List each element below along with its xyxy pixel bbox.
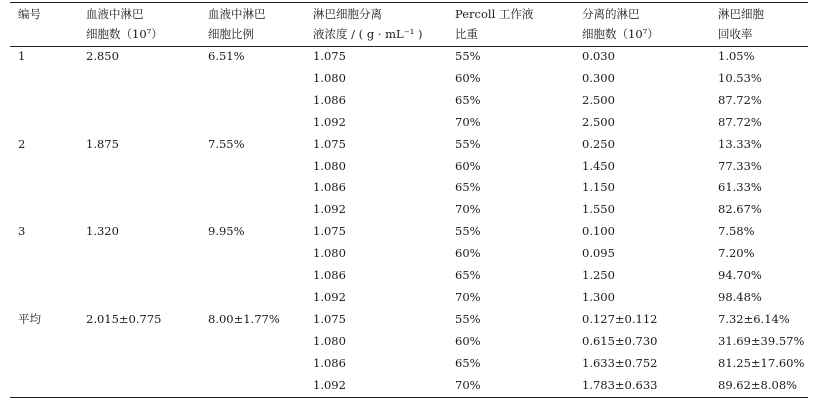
table-cell: 10.53%: [718, 70, 762, 85]
table-cell: 1: [18, 49, 26, 63]
header-cell: 比重: [455, 27, 478, 41]
table-cell: 98.48%: [718, 289, 762, 304]
table-cell: 65%: [455, 268, 481, 282]
table-cell: 7.55%: [208, 136, 245, 151]
table-cell: 87.72%: [718, 92, 762, 107]
table-cell: 89.62±8.08%: [718, 377, 798, 392]
table-cell: 55%: [455, 224, 481, 239]
bottom-rule: [10, 397, 808, 398]
table-cell: 3: [18, 224, 26, 239]
table-cell: 1.086: [313, 180, 346, 195]
header-cell: Percoll 工作液: [455, 7, 534, 21]
table-cell: 87.72%: [718, 114, 762, 129]
table-cell: 77.33%: [718, 158, 762, 173]
table-cell: 7.32±6.14%: [718, 311, 790, 326]
top-rule: [10, 2, 808, 3]
table-cell: 1.092: [313, 114, 346, 129]
header-cell: 血液中淋巴: [208, 7, 266, 21]
table-cell: 55%: [455, 311, 481, 326]
table-cell: 1.086: [313, 92, 346, 107]
table-cell: 9.95%: [208, 224, 245, 239]
table-cell: 1.450: [582, 158, 615, 173]
table-cell: 2.500: [582, 92, 615, 107]
table-cell: 1.086: [313, 268, 346, 282]
table-cell: 94.70%: [718, 268, 762, 282]
table-cell: 82.67%: [718, 202, 762, 217]
table-cell: 65%: [455, 180, 481, 195]
table-cell: 0.095: [582, 246, 615, 261]
table-cell: 0.127±0.112: [582, 311, 658, 326]
table-cell: 7.20%: [718, 246, 755, 261]
header-cell: 液浓度 / ( g · mL⁻¹ ): [313, 27, 423, 41]
header-cell: 细胞比例: [208, 27, 254, 41]
table-cell: 1.320: [86, 224, 119, 239]
table-cell: 70%: [455, 289, 481, 304]
table-cell: 1.05%: [718, 49, 755, 63]
table-cell: 1.092: [313, 202, 346, 217]
table-cell: 31.69±39.57%: [718, 333, 805, 348]
table-cell: 60%: [455, 158, 481, 173]
table-cell: 1.080: [313, 333, 346, 348]
table-cell: 8.00±1.77%: [208, 311, 280, 326]
table-cell: 1.080: [313, 70, 346, 85]
header-cell: 分离的淋巴: [582, 7, 640, 21]
table-cell: 1.875: [86, 136, 119, 151]
table-cell: 2.015±0.775: [86, 311, 162, 326]
table-cell: 1.075: [313, 311, 346, 326]
table-cell: 65%: [455, 92, 481, 107]
table-cell: 1.633±0.752: [582, 355, 658, 370]
table-cell: 平均: [18, 311, 41, 326]
header-cell: 淋巴细胞: [718, 7, 764, 21]
table-cell: 1.300: [582, 289, 615, 304]
table-cell: 2.500: [582, 114, 615, 129]
table-cell: 7.58%: [718, 224, 755, 239]
table-cell: 55%: [455, 49, 481, 63]
table-cell: 1.075: [313, 224, 346, 239]
header-cell: 血液中淋巴: [86, 7, 144, 21]
table-cell: 70%: [455, 114, 481, 129]
table-cell: 1.783±0.633: [582, 377, 658, 392]
table-cell: 1.075: [313, 136, 346, 151]
table-cell: 0.250: [582, 136, 615, 151]
table-cell: 0.615±0.730: [582, 333, 658, 348]
header-cell: 淋巴细胞分离: [313, 7, 382, 21]
table-cell: 81.25±17.60%: [718, 355, 805, 370]
table-cell: 60%: [455, 70, 481, 85]
data-table: [10, 0, 808, 400]
table-cell: 6.51%: [208, 49, 245, 63]
table-cell: 1.250: [582, 268, 615, 282]
table-cell: 2: [18, 136, 26, 151]
table-cell: 1.086: [313, 355, 346, 370]
table-cell: 55%: [455, 136, 481, 151]
table-cell: 1.092: [313, 289, 346, 304]
table-cell: 61.33%: [718, 180, 762, 195]
table-cell: 0.300: [582, 70, 615, 85]
table-cell: 60%: [455, 333, 481, 348]
header-rule: [10, 46, 808, 47]
table-cell: 65%: [455, 355, 481, 370]
header-cell: 细胞数（10⁷）: [582, 27, 659, 41]
header-cell: 细胞数（10⁷）: [86, 27, 163, 41]
table-cell: 70%: [455, 377, 481, 392]
table-cell: 13.33%: [718, 136, 762, 151]
table-cell: 2.850: [86, 49, 119, 63]
table-cell: 0.030: [582, 49, 615, 63]
table-cell: 1.075: [313, 49, 346, 63]
table-cell: 0.100: [582, 224, 615, 239]
header-cell: 回收率: [718, 27, 753, 41]
table-cell: 1.150: [582, 180, 615, 195]
table-cell: 1.550: [582, 202, 615, 217]
table-cell: 1.080: [313, 246, 346, 261]
table-cell: 1.080: [313, 158, 346, 173]
table-cell: 1.092: [313, 377, 346, 392]
header-cell: 编号: [18, 7, 41, 21]
table-cell: 60%: [455, 246, 481, 261]
table-cell: 70%: [455, 202, 481, 217]
